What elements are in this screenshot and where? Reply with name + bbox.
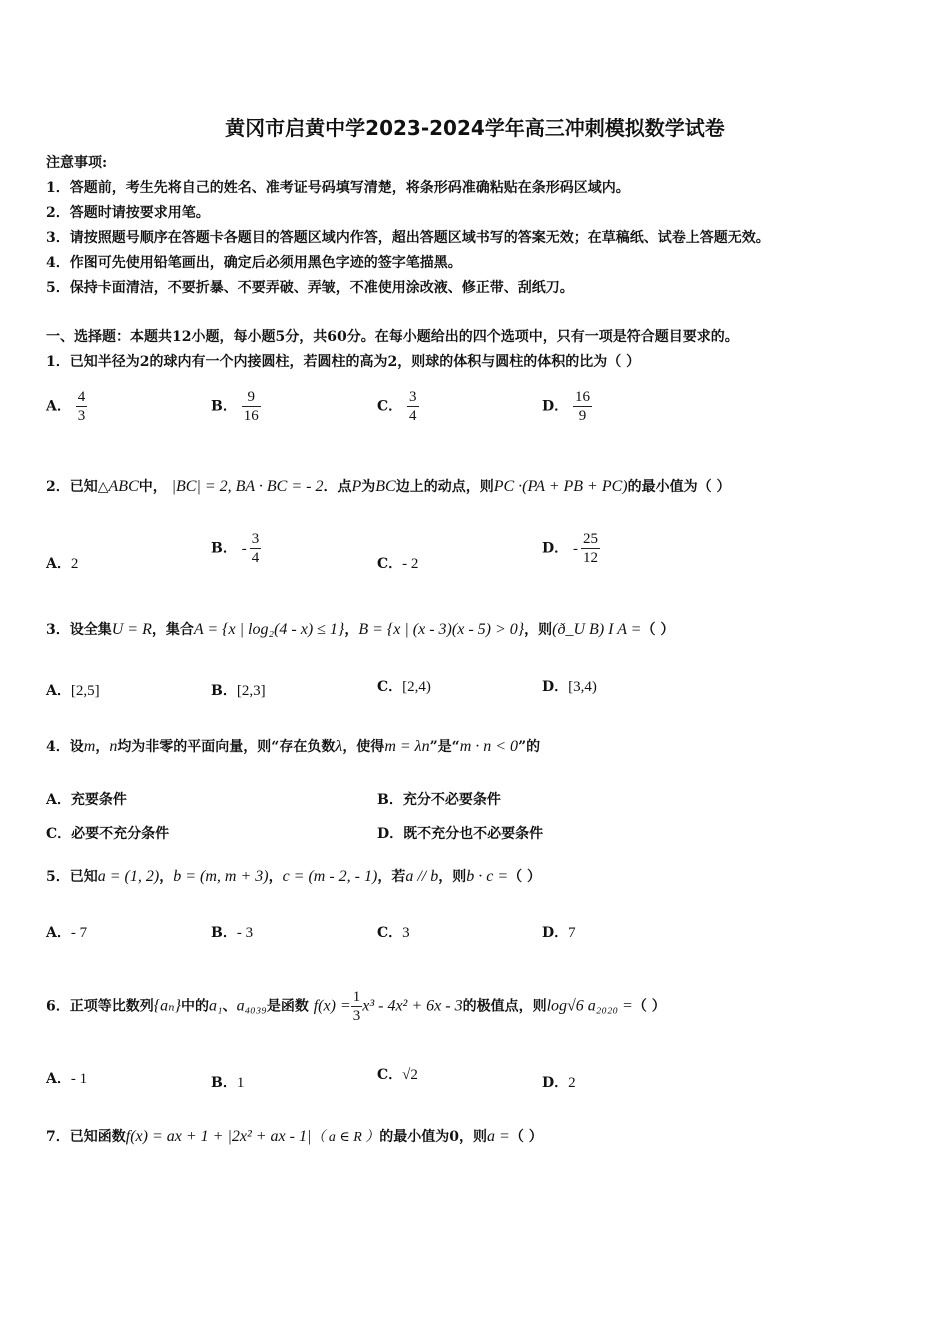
option-label: A． (46, 556, 71, 572)
q2-segment: BC (375, 478, 396, 495)
q4-prefix: 4．设 (46, 739, 84, 755)
option-value: 7 (568, 925, 576, 941)
q4-lambda: λ (335, 738, 343, 755)
option-value: 充分不必要条件 (402, 792, 501, 808)
q2-expression: PC ·(PA + PB + PC) (493, 478, 628, 495)
fraction-denominator: 12 (583, 550, 599, 566)
q4-option-c (46, 823, 169, 843)
q3-set-a: A = {x | log₂(4 - x) ≤ 1} (193, 621, 345, 638)
q2-condition: |BC| = 2, BA · BC = - 2 (171, 478, 324, 495)
q3-option-a (46, 680, 100, 700)
notice-item: 1．答题前，考生先将自己的姓名、准考证号码填写清楚，将条形码准确粘贴在条形码区域内。 (46, 180, 630, 196)
option-value: - 2 (402, 556, 419, 572)
notice-item: 3．请按照题号顺序在答题卡各题目的答题区域内作答，超出答题区域书写的答案无效；在草稿纸、试卷上答题无效。 (46, 230, 770, 246)
q3-universe: U = R (111, 621, 152, 638)
q3-option-b (211, 680, 266, 700)
option-label: C． (377, 925, 403, 941)
q2-prefix: 2．已知△ (46, 479, 109, 495)
q6-text: 中的 (181, 998, 210, 1015)
question-5-text: 5．已知a = (1, 2)，b = (m, m + 3)，c = (m - 2, - 1)，若a // b，则b · c =（ ） (46, 868, 541, 885)
q4-option-a (46, 789, 127, 809)
q4-option-b (377, 789, 501, 809)
option-value: 既不充分也不必要条件 (403, 826, 544, 842)
option-label: C． (46, 826, 72, 842)
q2-triangle: ABC (108, 478, 139, 495)
q6-term-a1: a₁ (209, 997, 223, 1015)
q3-suffix: （ ） (641, 622, 675, 638)
section-heading: 一、选择题：本题共12小题，每小题5分，共60分。在每小题给出的四个选项中，只有一项是符合题目要求的。 (46, 329, 739, 345)
q6-text: 是函数 (266, 998, 309, 1015)
fraction-denominator: 16 (243, 408, 259, 424)
notice-item: 5．保持卡面清洁，不要折暴、不要弄破、弄皱，不准使用涂改液、修正带、刮纸刀。 (46, 280, 574, 296)
q4-text: ，使得 (342, 739, 385, 755)
q6-term-a4039: a₄₀₃₉ (236, 997, 267, 1015)
q5-vector-c: c = (m - 2, - 1) (282, 868, 378, 885)
q6-function-left: f(x) = (313, 997, 351, 1015)
q5-option-c (377, 922, 410, 942)
option-value: [2,4) (402, 679, 431, 695)
q6-option-b (211, 1072, 244, 1092)
question-6-text (46, 988, 666, 1025)
option-value: [2,3] (236, 683, 266, 699)
option-label: A． (46, 683, 71, 699)
q6-text: 、 (222, 998, 237, 1015)
q1-option-a (46, 388, 87, 425)
option-value: [2,5] (70, 683, 100, 699)
option-value: - 7 (70, 925, 88, 941)
option-label: D． (377, 826, 404, 842)
q5-option-d (542, 922, 576, 942)
q1-option-b (211, 388, 261, 425)
option-label: B． (211, 1075, 237, 1091)
q5-option-b (211, 922, 253, 942)
q4-text: ”是“ (429, 739, 460, 755)
q1-option-d (542, 388, 592, 425)
option-label: B． (211, 398, 237, 415)
q3-option-d (542, 676, 597, 696)
option-value: 2 (568, 1075, 576, 1091)
q7-prefix: 7．已知函数 (46, 1129, 126, 1145)
option-sign: - (573, 540, 579, 557)
q2-option-b (211, 530, 261, 567)
q4-text: ， (95, 739, 110, 755)
q3-text: ， (344, 622, 359, 638)
q5-vector-a: a = (1, 2) (97, 868, 160, 885)
question-4-text (46, 736, 540, 756)
option-value: [3,4) (568, 679, 597, 695)
fraction-numerator: 1 (352, 989, 361, 1005)
q5-prefix: 5．已知 (46, 869, 98, 885)
notice-item: 4．作图可先使用铅笔画出，确定后必须用黑色字迹的签字笔描黑。 (46, 255, 462, 271)
q6-suffix: （ ） (632, 998, 666, 1015)
notice-heading: 注意事项: (46, 155, 108, 171)
q6-function-right: x³ - 4x² + 6x - 3 (362, 997, 463, 1015)
q6-option-d (542, 1072, 576, 1092)
fraction-numerator: 25 (583, 531, 599, 547)
q2-point: P (351, 478, 362, 495)
q4-suffix: ”的 (518, 739, 541, 755)
q2-text: 为 (361, 479, 376, 495)
option-label: C． (377, 679, 403, 695)
q1-option-c (377, 388, 419, 425)
q4-vector-n: n (109, 738, 118, 755)
q5-suffix: （ ） (508, 869, 541, 885)
q5-text: ，若 (377, 869, 406, 885)
option-value: √2 (402, 1067, 418, 1083)
q2-option-a (46, 553, 78, 573)
q5-vector-b: b = (m, m + 3) (173, 868, 269, 885)
notice-item: 2．答题时请按要求用笔。 (46, 205, 210, 221)
question-3-text (46, 619, 674, 639)
q2-text: 边上的动点，则 (395, 479, 494, 495)
q6-option-c (377, 1064, 418, 1084)
option-label: B． (377, 792, 403, 808)
question-7-text (46, 1126, 543, 1146)
q2-suffix: 的最小值为（ ） (627, 479, 731, 495)
option-value: - 3 (236, 925, 254, 941)
question-2-text (46, 476, 730, 496)
option-sign: - (241, 540, 247, 557)
option-value: 充要条件 (70, 792, 127, 808)
option-label: A． (46, 398, 71, 415)
q6-sequence: {aₙ} (153, 997, 182, 1015)
q5-text: ，则 (438, 869, 467, 885)
q4-inequality: m · n < 0 (459, 738, 519, 755)
option-label: D． (542, 540, 569, 557)
q7-suffix: （ ） (509, 1129, 543, 1145)
page-title: 黄冈市启黄中学2023-2024学年高三冲刺模拟数学试卷 (225, 116, 725, 140)
option-label: A． (46, 792, 71, 808)
option-label: C． (377, 398, 403, 415)
option-value: - 1 (70, 1071, 88, 1087)
fraction-numerator: 9 (242, 388, 261, 407)
option-label: B． (211, 683, 237, 699)
option-value: 必要不充分条件 (71, 826, 170, 842)
q4-equation: m = λn (384, 738, 430, 755)
q3-text: ，集合 (151, 622, 194, 638)
q2-option-c (377, 553, 418, 573)
q7-condition: （ a ∈ R ） (311, 1130, 380, 1145)
fraction-numerator: 3 (409, 389, 417, 405)
option-label: B． (211, 540, 237, 557)
fraction-denominator: 9 (578, 408, 587, 424)
q4-text: 均为非零的平面向量，则“存在负数 (117, 739, 336, 755)
fraction-numerator: 4 (77, 389, 86, 405)
q3-option-c (377, 676, 431, 696)
option-label: A． (46, 925, 71, 941)
q2-text: 中， (138, 479, 167, 495)
q2-text: ．点 (323, 479, 352, 495)
q7-variable: a = (487, 1128, 510, 1145)
q4-option-d (377, 823, 543, 843)
q7-function: f(x) = ax + 1 + |2x² + ax - 1| (125, 1128, 312, 1145)
option-value: 2 (70, 556, 79, 572)
option-label: D． (542, 679, 569, 695)
option-value: 3 (402, 925, 410, 941)
question-1-text: 1．已知半径为2的球内有一个内接圆柱，若圆柱的高为2，则球的体积与圆柱的体积的比为（ ） (46, 354, 641, 370)
option-label: B． (211, 925, 237, 941)
q6-prefix: 6．正项等比数列 (46, 998, 154, 1015)
q2-option-d (542, 530, 600, 567)
q4-vector-m: m (83, 738, 96, 755)
option-label: A． (46, 1071, 71, 1087)
q3-prefix: 3．设全集 (46, 622, 112, 638)
q3-set-b: B = {x | (x - 3)(x - 5) > 0} (358, 621, 525, 638)
q6-option-a (46, 1068, 87, 1088)
q5-option-a (46, 922, 87, 942)
q6-text: 的极值点，则 (462, 998, 547, 1015)
option-label: D． (542, 925, 569, 941)
option-label: D． (542, 398, 569, 415)
q5-parallel: a // b (405, 868, 439, 885)
fraction-numerator: 16 (575, 389, 591, 405)
q7-text: 的最小值为0，则 (379, 1129, 488, 1145)
q6-log-expression: log√6 a₂₀₂₀ = (546, 997, 633, 1015)
option-value: 1 (236, 1075, 245, 1091)
fraction-denominator: 3 (352, 1008, 361, 1024)
option-label: C． (377, 1067, 403, 1083)
fraction-numerator: 3 (251, 531, 260, 547)
option-label: D． (542, 1075, 569, 1091)
q5-dot-product: b · c = (466, 868, 509, 885)
option-label: C． (377, 556, 403, 572)
fraction-denominator: 3 (77, 408, 86, 424)
q3-expression: (ð_U B) I A = (552, 621, 642, 638)
q3-text: ，则 (524, 622, 553, 638)
fraction-denominator: 4 (409, 408, 417, 424)
fraction-denominator: 4 (251, 550, 260, 566)
